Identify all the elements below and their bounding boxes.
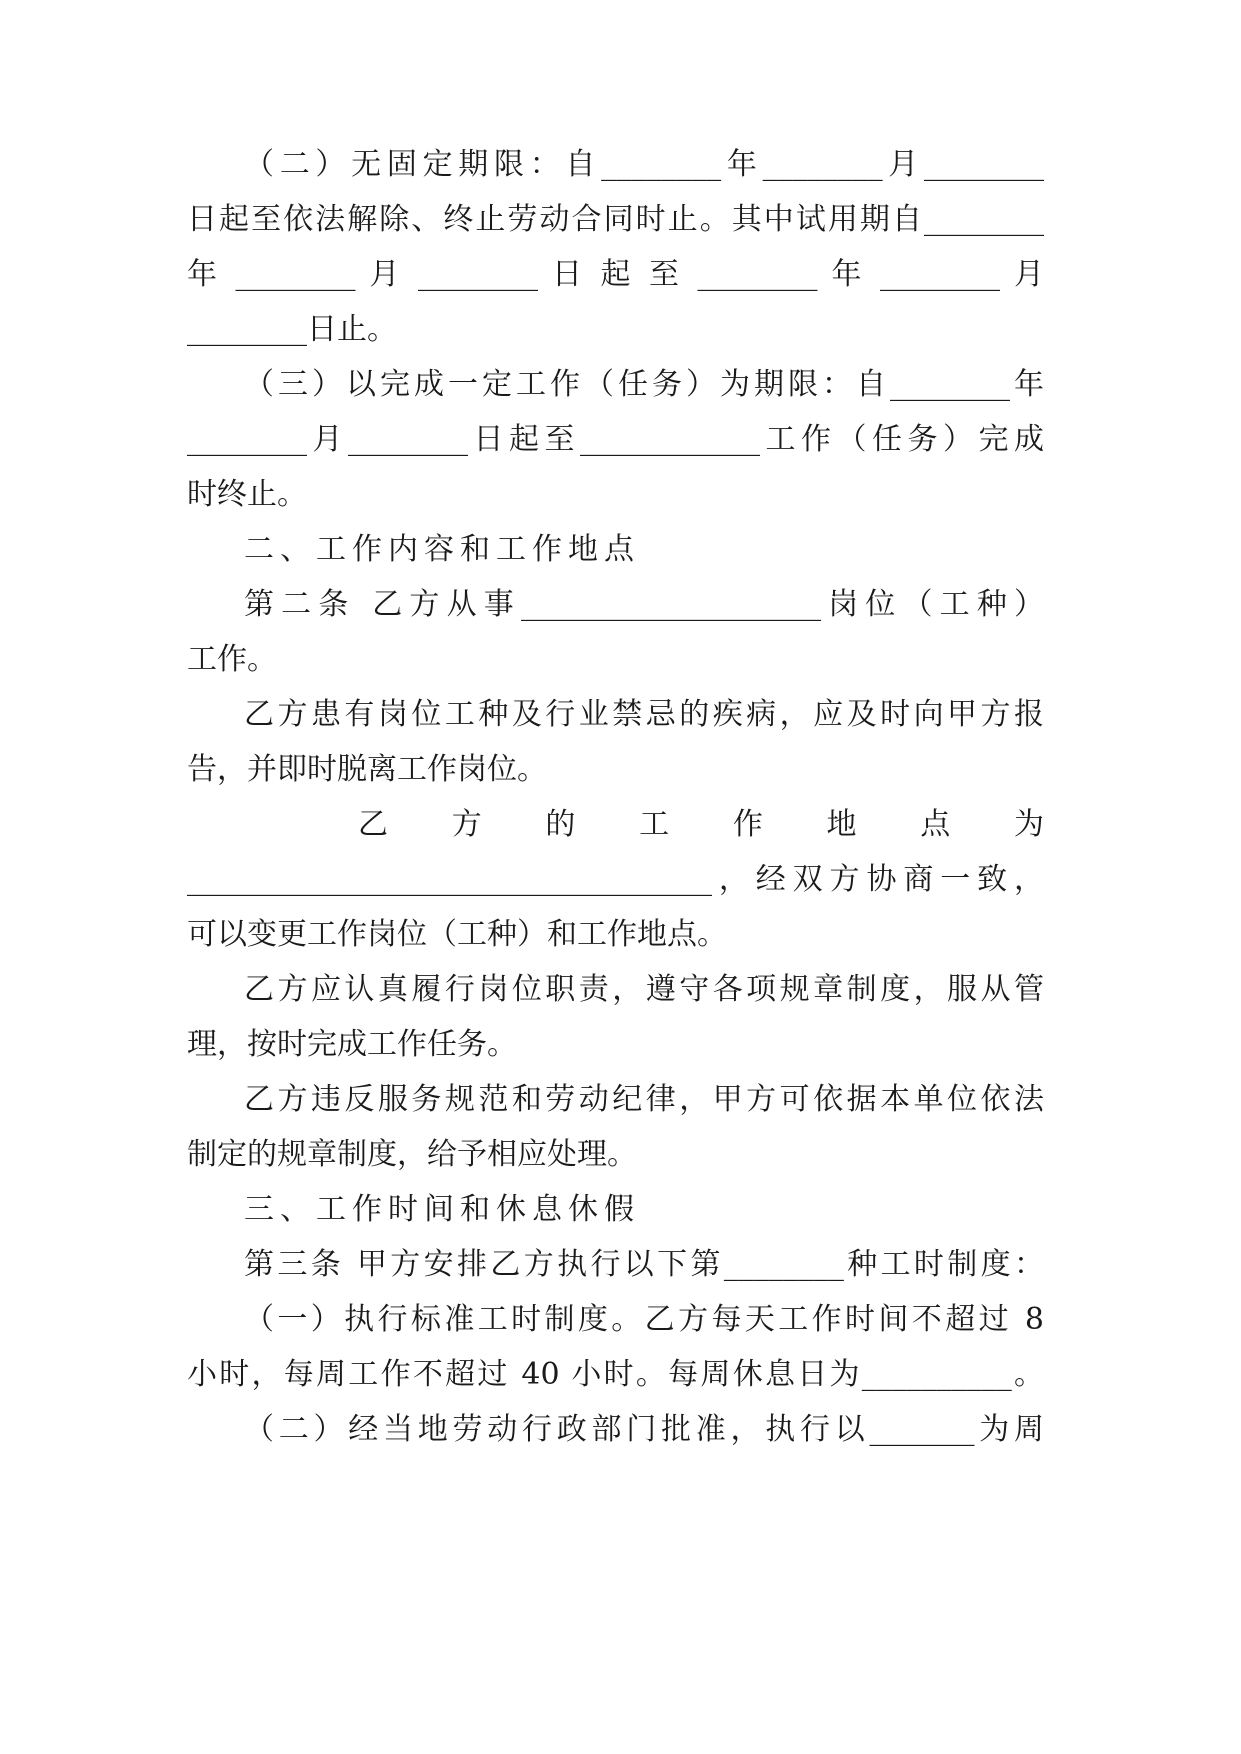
text-line: 第二条 乙方从事____________________岗位（工种） — [244, 587, 1044, 622]
text-line: 乙方应认真履行岗位职责，遵守各项规章制度，服从管 — [244, 972, 1044, 1007]
text-line: （三）以完成一定工作（任务）为期限：自________年 — [244, 367, 1044, 402]
text-line: 时终止。 — [187, 477, 307, 512]
text-line: ________日止。 — [187, 312, 397, 347]
text-line: ___________________________________，经双方协商一致， — [187, 862, 1044, 897]
text-line: 制定的规章制度，给予相应处理。 — [187, 1137, 637, 1172]
text-line: 日起至依法解除、终止劳动合同时止。其中试用期自________ — [187, 202, 1044, 237]
text-line: 小时，每周工作不超过 40 小时。每周休息日为__________。 — [187, 1357, 1044, 1392]
text-line: 可以变更工作岗位（工种）和工作地点。 — [187, 917, 727, 952]
text-line: （二）无固定期限：自________年________月________ — [244, 147, 1044, 182]
text-line: 乙方违反服务规范和劳动纪律，甲方可依据本单位依法 — [244, 1082, 1044, 1117]
text-line: ________月________日起至____________工作（任务）完成 — [187, 422, 1044, 457]
text-line: 告，并即时脱离工作岗位。 — [187, 752, 547, 787]
text-line: 第三条 甲方安排乙方执行以下第________种工时制度： — [244, 1247, 1044, 1282]
text-line: 年 ________ 月 ________ 日 起 至 ________ 年 ________ 月 — [187, 257, 1044, 292]
text-line: （二）经当地劳动行政部门批准，执行以_______为周 — [244, 1412, 1044, 1447]
text-line: 乙 方 的 工 作 地 点 为 — [358, 807, 1044, 842]
section-heading: 三、工作时间和休息休假 — [244, 1192, 640, 1227]
text-line: 乙方患有岗位工种及行业禁忌的疾病，应及时向甲方报 — [244, 697, 1044, 732]
section-heading: 二、工作内容和工作地点 — [244, 532, 640, 567]
text-line: （一）执行标准工时制度。乙方每天工作时间不超过 8 — [244, 1302, 1044, 1337]
text-line: 工作。 — [187, 642, 277, 677]
text-line: 理，按时完成工作任务。 — [187, 1027, 517, 1062]
